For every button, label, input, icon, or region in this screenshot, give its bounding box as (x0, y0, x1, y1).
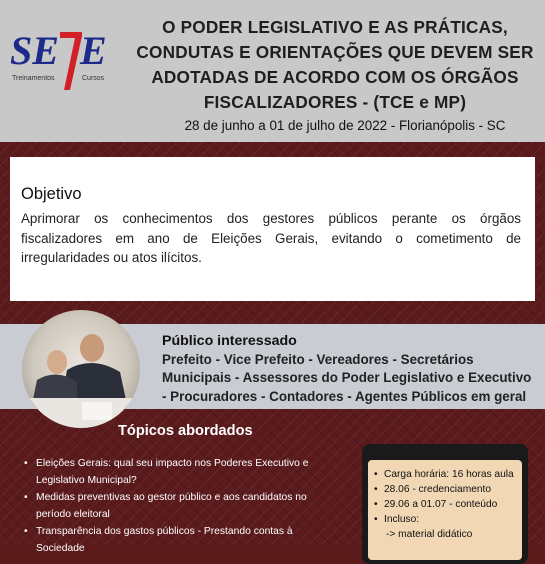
topic-item: • Transparência dos gastos públicos - Prestando contas à Sociedade (22, 523, 337, 557)
logo-left-text: Treinamentos (12, 75, 55, 82)
info-item: • Incluso: (372, 512, 514, 527)
info-item: • 29.06 a 01.07 - conteúdo (372, 497, 514, 512)
info-item: -> material didático (386, 529, 473, 540)
topics-list (22, 455, 337, 557)
topic-item: • Eleições Gerais: qual seu impacto nos Poderes Executivo e Legislativo Municipal? (22, 455, 337, 489)
page-title: O PODER LEGISLATIVO E AS PRÁTICAS, CONDUTAS E ORIENTAÇÕES QUE DEVEM SER ADOTADAS DE ACORDO COM OS ÓRGÃOS FISCALIZADORES - (TCE e MP) (136, 17, 534, 112)
sefe-logo (8, 22, 128, 92)
logo-right-text: Cursos (82, 75, 105, 82)
logo-e: E (80, 28, 107, 73)
audience-heading: Público interessado (162, 333, 297, 349)
logo-se: SE (10, 28, 59, 73)
meeting-photo (22, 310, 140, 428)
objective-text: Aprimorar os conhecimentos dos gestores públicos perante os órgãos fiscalizadores em ano de Eleições Gerais, evitando o cometimento de irregularidades ou atos ilícitos. (21, 211, 521, 265)
info-item: • Carga horária: 16 horas aula (372, 467, 514, 482)
meeting-illustration (22, 310, 140, 428)
info-item: • 28.06 - credenciamento (372, 482, 514, 497)
info-list (372, 467, 514, 542)
objective-card (10, 157, 535, 301)
topic-item: • Medidas preventivas ao gestor público e aos candidatos no período eleitoral (22, 489, 337, 523)
audience-text: Prefeito - Vice Prefeito - Vereadores - Secretários Municipais - Assessores do Poder Legislativo e Executivo - Procuradores - Contadores - Agentes Públicos em geral (162, 352, 532, 404)
topics-heading: Tópicos abordados (118, 423, 253, 439)
header-banner (0, 0, 545, 142)
objective-heading: Objetivo (21, 185, 82, 203)
logo-seven-mark (60, 32, 82, 90)
event-date: 28 de junho a 01 de julho de 2022 - Florianópolis - SC (184, 118, 506, 133)
